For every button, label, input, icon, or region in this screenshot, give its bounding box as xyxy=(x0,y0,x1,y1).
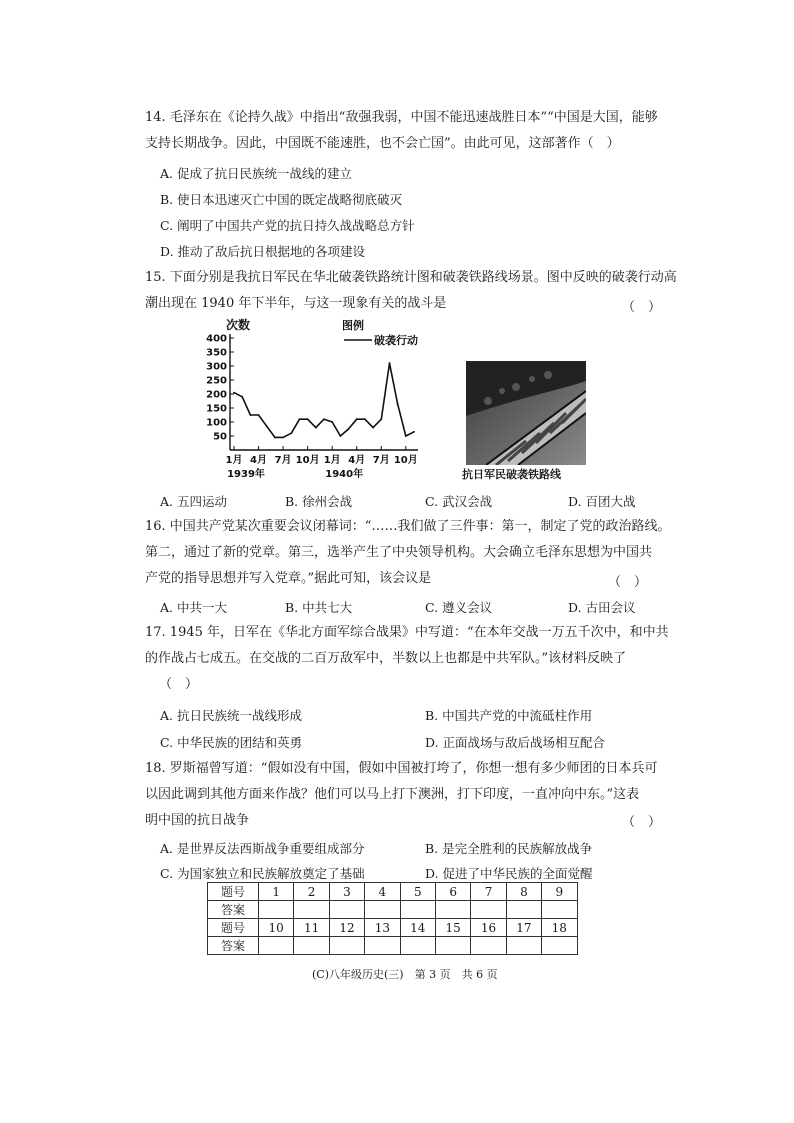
chart-legend-series-name: 破袭行动 xyxy=(374,334,418,347)
q18-option-a: A. 是世界反法西斯战争重要组成部分 xyxy=(160,841,365,856)
table-cell: 9 xyxy=(542,883,577,901)
answer-table-row-numbers-1 xyxy=(208,883,578,901)
answer-table xyxy=(207,882,578,955)
answer-cell[interactable] xyxy=(329,901,364,919)
q14-option-b: B. 使日本迅速灭亡中国的既定战略彻底破灭 xyxy=(160,192,403,207)
chart-point xyxy=(389,362,391,364)
answer-cell[interactable] xyxy=(435,937,470,955)
q15-answer-paren: （ ） xyxy=(622,300,662,315)
chart-y-tick-label: 250 xyxy=(206,375,227,387)
chart-point xyxy=(356,418,358,420)
chart-y-tick-label: 50 xyxy=(213,431,227,443)
q15-option-c: C. 武汉会战 xyxy=(425,494,493,509)
table-cell: 10 xyxy=(259,919,294,937)
table-cell: 17 xyxy=(506,919,541,937)
chart-y-tick-label: 300 xyxy=(206,361,227,373)
q16-option-b: B. 中共七大 xyxy=(285,600,353,615)
q16-answer-paren: （ ） xyxy=(608,575,648,590)
chart-plot xyxy=(233,362,415,438)
chart-x-tick-label: 4月 xyxy=(250,455,268,466)
table-cell: 8 xyxy=(506,883,541,901)
chart-point xyxy=(331,421,333,423)
table-cell: 14 xyxy=(400,919,435,937)
answer-cell[interactable] xyxy=(294,937,329,955)
question-14-stem-line1: 14. 毛泽东在《论持久战》中指出“敌强我弱，中国不能迅速战胜日本”“中国是大国，能够 xyxy=(145,110,658,125)
answer-table-row-answers-2 xyxy=(208,937,578,955)
answer-table-row-answers-1 xyxy=(208,901,578,919)
chart-point xyxy=(348,428,350,430)
question-15-stem-line1: 15. 下面分别是我抗日军民在华北破袭铁路统计图和破袭铁路线场景。图中反映的破袭行动高 xyxy=(145,270,677,285)
q16-option-c: C. 遵义会议 xyxy=(425,600,493,615)
table-cell: 13 xyxy=(365,919,400,937)
chart-point xyxy=(405,435,407,437)
q15-option-a: A. 五四运动 xyxy=(160,494,227,509)
table-cell: 5 xyxy=(400,883,435,901)
chart-y-tick-label: 400 xyxy=(206,333,227,345)
chart-year-label: 1940年 xyxy=(325,469,364,480)
question-14 xyxy=(145,105,705,157)
question-16-stem-line1: 16. 中国共产党某次重要会议闭幕词：“……我们做了三件事：第一，制定了党的政治路线。 xyxy=(145,519,671,534)
railway-sabotage-photo xyxy=(466,361,586,465)
chart-point xyxy=(290,432,292,434)
chart-x-tick-label: 10月 xyxy=(295,455,320,466)
question-14-stem-line2: 支持长期战争。因此，中国既不能速胜，也不会亡国”。由此可见，这部著作（ ） xyxy=(145,136,620,151)
chart-point xyxy=(258,414,260,416)
chart-y-tick-label: 100 xyxy=(206,417,227,429)
answer-cell[interactable] xyxy=(506,937,541,955)
chart-point xyxy=(339,435,341,437)
chart-point xyxy=(315,427,317,429)
chart-point xyxy=(323,418,325,420)
chart-x-tick-label: 1月 xyxy=(323,455,341,466)
table-cell: 7 xyxy=(471,883,506,901)
chart-point xyxy=(266,425,268,427)
table-header-cell: 答案 xyxy=(208,901,259,919)
page-footer: (C)八年级历史(三) 第 3 页 共 6 页 xyxy=(312,968,498,981)
table-cell: 11 xyxy=(294,919,329,937)
chart-point xyxy=(364,418,366,420)
chart-y-tick-label: 200 xyxy=(206,389,227,401)
chart-point xyxy=(372,427,374,429)
question-16-stem-line2: 第二，通过了新的党章。第三，选举产生了中央领导机构。大会确立毛泽东思想为中国共 xyxy=(145,545,653,560)
table-cell: 12 xyxy=(329,919,364,937)
question-17-stem-line2: 的作战占七成五。在交战的二百万敌军中，半数以上也都是中共军队。”该材料反映了 xyxy=(145,651,627,666)
answer-cell[interactable] xyxy=(471,901,506,919)
chart-point xyxy=(380,418,382,420)
table-cell: 3 xyxy=(329,883,364,901)
question-16-stem-line3: 产党的指导思想并写入党章。”据此可知，该会议是 xyxy=(145,571,432,586)
answer-cell[interactable] xyxy=(435,901,470,919)
q17-option-a: A. 抗日民族统一战线形成 xyxy=(160,708,302,723)
chart-ylabel: 次数 xyxy=(226,318,251,332)
question-15-stem-line2-text: 潮出现在 1940 年下半年，与这一现象有关的战斗是 xyxy=(145,296,447,311)
question-18-stem-line1: 18. 罗斯福曾写道：“假如没有中国，假如中国被打垮了，你想一想有多少师团的日本兵可 xyxy=(145,761,658,776)
question-18-stem-line3: 明中国的抗日战争 xyxy=(145,813,250,828)
question-18 xyxy=(145,756,705,834)
photo-caption: 抗日军民破袭铁路线 xyxy=(462,468,561,481)
table-cell: 4 xyxy=(365,883,400,901)
railway-photo-illustration xyxy=(466,361,586,465)
answer-cell[interactable] xyxy=(294,901,329,919)
question-17 xyxy=(145,620,705,698)
line-chart xyxy=(196,316,436,482)
chart-point xyxy=(233,392,235,394)
table-cell: 16 xyxy=(471,919,506,937)
answer-cell[interactable] xyxy=(471,937,506,955)
chart-series-line xyxy=(234,363,414,437)
answer-cell[interactable] xyxy=(259,937,294,955)
answer-cell[interactable] xyxy=(506,901,541,919)
q18-option-d: D. 促进了中华民族的全面觉醒 xyxy=(425,866,593,881)
table-cell: 2 xyxy=(294,883,329,901)
chart-year-label: 1939年 xyxy=(227,469,265,480)
q17-option-d: D. 正面战场与敌后战场相互配合 xyxy=(425,735,606,750)
chart-y-tick-label: 350 xyxy=(206,347,227,359)
q14-option-d: D. 推动了敌后抗日根据地的各项建设 xyxy=(160,244,366,259)
chart-point xyxy=(413,431,415,433)
q17-option-b: B. 中国共产党的中流砥柱作用 xyxy=(425,708,593,723)
q18-option-b: B. 是完全胜利的民族解放战争 xyxy=(425,841,593,856)
chart-x-tick-label: 7月 xyxy=(372,455,390,466)
q16-option-d: D. 古田会议 xyxy=(568,600,636,615)
table-header-cell: 题号 xyxy=(208,883,259,901)
question-15 xyxy=(145,265,705,317)
chart-legend-title: 图例 xyxy=(342,319,364,332)
q15-option-d: D. 百团大战 xyxy=(568,494,636,509)
chart-point xyxy=(249,414,251,416)
table-header-cell: 题号 xyxy=(208,919,259,937)
table-cell: 18 xyxy=(542,919,577,937)
answer-cell[interactable] xyxy=(365,901,400,919)
answer-cell[interactable] xyxy=(542,937,577,955)
q14-option-c: C. 阐明了中国共产党的抗日持久战战略总方针 xyxy=(160,218,415,233)
question-15-stem-line2 xyxy=(145,291,705,317)
answer-cell[interactable] xyxy=(365,937,400,955)
chart-y-tick-label: 150 xyxy=(206,403,227,415)
chart-point xyxy=(397,403,399,405)
answer-cell[interactable] xyxy=(329,937,364,955)
chart-point xyxy=(274,437,276,439)
chart-x-tick-label: 10月 xyxy=(393,455,418,466)
chart-x-tick-label: 7月 xyxy=(274,455,292,466)
table-cell: 15 xyxy=(435,919,470,937)
q17-option-c: C. 中华民族的团结和英勇 xyxy=(160,735,303,750)
q16-option-a: A. 中共一大 xyxy=(160,600,227,615)
q18-answer-paren: （ ） xyxy=(622,815,662,830)
chart-point xyxy=(282,437,284,439)
chart-point xyxy=(307,418,309,420)
answer-cell[interactable] xyxy=(400,937,435,955)
chart-x-tick-label: 1月 xyxy=(225,455,243,466)
chart-x-tick-label: 4月 xyxy=(348,455,366,466)
question-18-stem-line2: 以因此调到其他方面来作战？他们可以马上打下澳洲，打下印度，一直冲向中东。”这表 xyxy=(145,787,640,802)
q18-option-c: C. 为国家独立和民族解放奠定了基础 xyxy=(160,866,365,881)
answer-cell[interactable] xyxy=(542,901,577,919)
table-cell: 6 xyxy=(435,883,470,901)
q15-option-b: B. 徐州会战 xyxy=(285,494,353,509)
chart-point xyxy=(299,418,301,420)
answer-cell[interactable] xyxy=(400,901,435,919)
answer-cell[interactable] xyxy=(259,901,294,919)
question-17-answer-paren: （ ） xyxy=(159,677,199,692)
table-cell: 1 xyxy=(259,883,294,901)
table-header-cell: 答案 xyxy=(208,937,259,955)
q14-option-a: A. 促成了抗日民族统一战线的建立 xyxy=(160,166,352,181)
question-17-stem-line1: 17. 1945 年，日军在《华北方面军综合战果》中写道：“在本年交战一万五千次中，和中共 xyxy=(145,625,669,640)
answer-table-row-numbers-2 xyxy=(208,919,578,937)
chart-point xyxy=(241,396,243,398)
chart-axes xyxy=(206,334,418,481)
